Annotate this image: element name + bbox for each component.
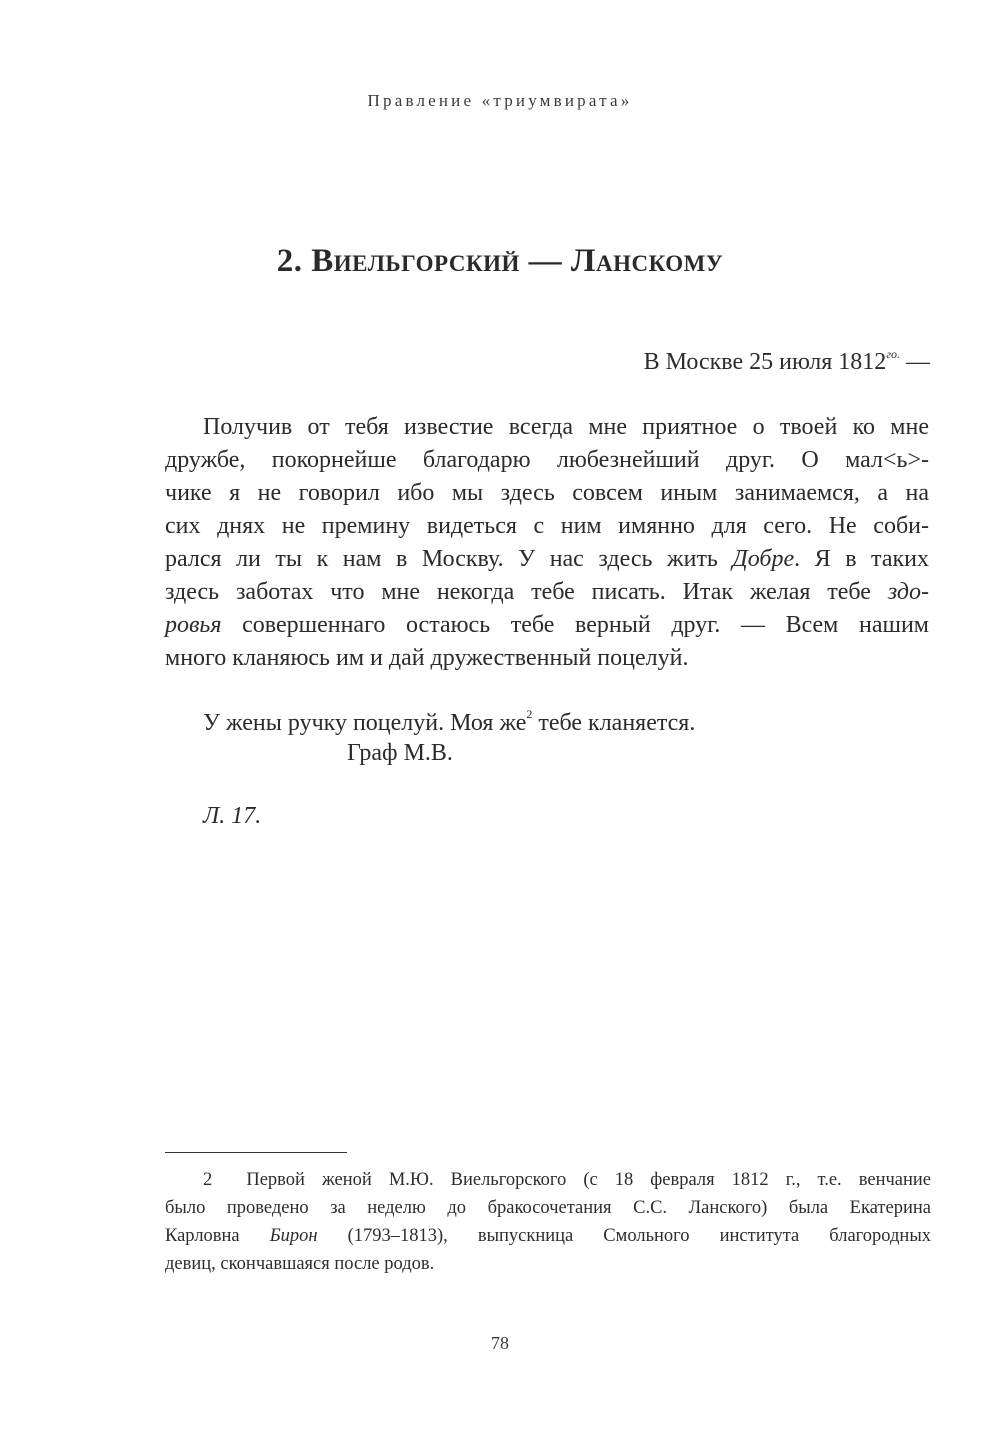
letter-line: сих днях не премину видеться с ним имянно для сего. Не соби- xyxy=(165,513,929,539)
letter-signature: Граф М.В. xyxy=(347,740,453,766)
letter-dateline xyxy=(644,347,930,376)
running-head: Правление «триумвирата» xyxy=(367,91,633,110)
letter-italic-word: Добре xyxy=(732,546,795,572)
letter-text: здесь заботах что мне некогда тебе писать. Итак желая тебе xyxy=(165,579,888,605)
postscript-text: У жены ручку поцелуй. Моя же xyxy=(203,710,527,736)
dateline-dash: — xyxy=(906,349,930,375)
letter-text: совершеннаго остаюсь тебе верный друг. — Всем нашим xyxy=(221,612,929,638)
footnote-divider xyxy=(165,1152,347,1153)
letter-italic-word: ровья xyxy=(165,612,222,638)
letter-line xyxy=(165,609,929,642)
footnote-line: девиц, скончавшаяся после родов. xyxy=(165,1254,435,1274)
footnote-line: было проведено за неделю до бракосочетания С.С. Ланского) была Екатерина xyxy=(165,1198,931,1218)
letter-line: чике я не говорил ибо мы здесь совсем иным занимаемся, а на xyxy=(165,480,929,506)
dateline-superscript: го. xyxy=(886,347,900,361)
footnote-line xyxy=(165,1166,931,1194)
footnote-text: Первой женой М.Ю. Виельгорского (с 18 февраля 1812 г., т.е. венчание xyxy=(212,1170,931,1190)
letter-postscript xyxy=(203,707,695,737)
dateline-text: В Москве 25 июля 1812 xyxy=(643,349,887,375)
footnote-text: (1793–1813), выпускница Смольного института благородных xyxy=(317,1226,931,1246)
letter-body xyxy=(165,411,929,675)
footnote-text: Карловна xyxy=(165,1226,270,1246)
chapter-title: 2. Виельгорский — Ланскому xyxy=(276,243,724,279)
sheet-reference: Л. 17. xyxy=(203,803,262,829)
letter-line xyxy=(165,543,929,576)
postscript-text: тебе кланяется. xyxy=(532,710,696,736)
letter-text: рался ли ты к нам в Москву. У нас здесь жить xyxy=(165,546,733,572)
footnote-line xyxy=(165,1222,931,1250)
letter-line: много кланяюсь им и дай дружественный поцелуй. xyxy=(165,645,689,671)
letter-italic-word: здо- xyxy=(887,579,929,605)
letter-text: . Я в таких xyxy=(794,546,929,572)
footnote-reference: 2 xyxy=(526,707,533,721)
footnote-italic-name: Бирон xyxy=(269,1226,318,1246)
page-number: 78 xyxy=(491,1333,509,1353)
letter-line: Получив от тебя известие всегда мне приятное о твоей ко мне xyxy=(203,414,929,440)
footnote xyxy=(165,1166,931,1278)
letter-line: дружбе, покорнейше благодарю любезнейший друг. О мал<ь>- xyxy=(165,447,929,473)
footnote-number: 2 xyxy=(203,1170,213,1190)
letter-line xyxy=(165,576,929,609)
